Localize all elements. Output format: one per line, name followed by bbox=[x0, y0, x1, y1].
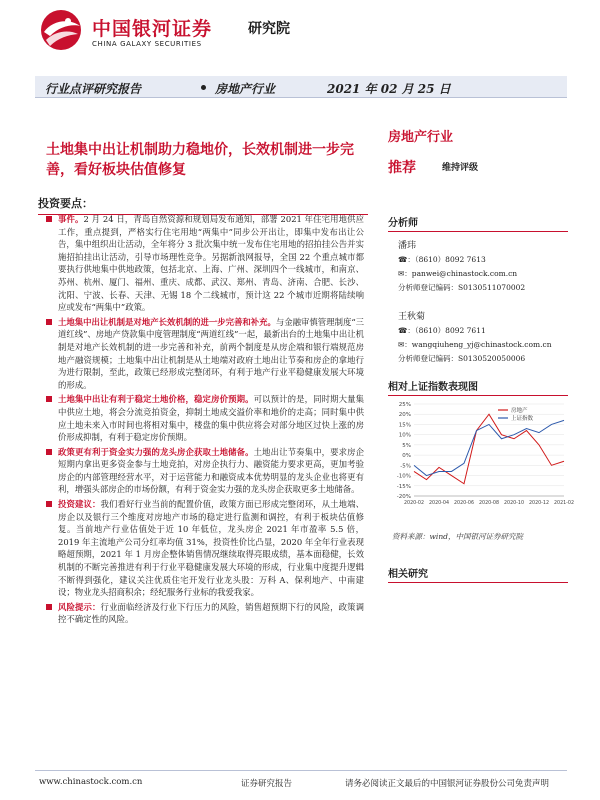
x-tick-label: 2020-12 bbox=[528, 501, 550, 506]
series-line-1 bbox=[414, 420, 564, 475]
point-lead: 土地集中出让机制是对地产长效机制的进一步完善和补充。 bbox=[58, 316, 276, 327]
page-footer bbox=[35, 770, 567, 790]
point-lead: 政策更有利于资金实力强的龙头房企获取土地储备。 bbox=[58, 446, 254, 457]
investment-points-header: 投资要点： bbox=[38, 195, 368, 215]
analyst-phone: ☎：（8610）8092 7613 bbox=[398, 255, 486, 264]
analyst-card bbox=[388, 238, 568, 293]
x-tick-label: 2021-02 bbox=[553, 501, 575, 506]
x-tick-label: 2020-02 bbox=[403, 501, 425, 506]
rating-note: 维持评级 bbox=[442, 163, 479, 173]
y-tick-label: 15% bbox=[398, 422, 411, 429]
chart-section bbox=[388, 378, 568, 396]
analyst-phone: ☎：（8610）8092 7611 bbox=[398, 326, 486, 335]
y-tick-label: 25% bbox=[398, 402, 411, 408]
rating-value: 推荐 bbox=[388, 160, 416, 176]
point-body: 与金融审慎管理制度“三道红线”、房地产贷款集中度管理制度“两道红线”一起，最新出台的土地集中出让机制是对地产长效机制的进一步完善和补充，前两个制度是从房企端和银行端规范房地产融资规模；土地集中出让机制是从土地端对政府土地出让节奏和房企的拿地行为进行限制，至此，政策已经形成完整闭环，有利于地产行业平稳健康发展大环境的形成。 bbox=[58, 316, 364, 390]
investment-points bbox=[58, 213, 364, 628]
analyst-email: ✉：wangqiuheng_yj@chinastock.com.cn bbox=[398, 340, 552, 349]
point-investment-advice bbox=[58, 498, 364, 599]
y-tick-label: 5% bbox=[402, 442, 411, 449]
analyst-card bbox=[388, 309, 568, 364]
performance-chart bbox=[388, 396, 575, 516]
point-lead: 土地集中出让有利于稳定土地价格，稳定房价预期。 bbox=[58, 394, 254, 405]
brand-logo bbox=[38, 8, 338, 52]
analyst-cert: 分析师登记编码：S0130511070002 bbox=[398, 283, 526, 292]
y-tick-label: -5% bbox=[400, 463, 411, 470]
analyst-name: 王秋菊 bbox=[398, 312, 426, 322]
rating-row bbox=[388, 157, 568, 175]
chart-source: 资料来源：wind，中国银河证券研究院 bbox=[392, 532, 523, 541]
point-body: 可以预计的是，同时期大量集中供应土地，将会分流竞拍资金，抑制土地成交溢价率和地价的走高；同时集中供应土地未来入市时间也将相对集中，楼盘的集中供应将会对部分地区过快上涨的房价形成抑制，有利于稳定房价预期。 bbox=[58, 394, 365, 443]
analyst-cert: 分析师登记编码：S0130520050006 bbox=[398, 354, 526, 363]
related-research-section bbox=[388, 565, 568, 583]
y-tick-label: -20% bbox=[396, 494, 411, 500]
x-tick-label: 2020-10 bbox=[503, 501, 525, 506]
rating-panel bbox=[388, 126, 568, 175]
banner-industry: 房地产行业 bbox=[215, 82, 276, 96]
point-body: 我们看好行业当前的配置价值，政策方面已形成完整闭环，从土地端、房企以及银行三个维度对房地产市场的稳定进行监测和调控，有利于板块估值修复。当前地产行业估值处于近 10 年低位，龙头房企 2021 年市盈率 5.5 倍，2019 年主流地产公司分红率均值 31%，投资性价比凸显，2020 年全年行业表现略超预期，2021 年 1 月房企整体销售情况继续取得亮眼成绩，基本面稳健，长效机制的不断完善推进有利于行业平稳健康发展大环境的形成，行业集中度提升逻辑不断得到强化，建议关注优质住宅开发行业龙头股：万科 A、保利地产、中南建设；物业龙头招商积余；经纪服务行业标的我爱我家。 bbox=[58, 499, 365, 598]
y-tick-label: -15% bbox=[396, 483, 411, 490]
report-date: 2021 年 02 月 25 日 bbox=[327, 82, 451, 96]
report-type: 行业点评研究报告 bbox=[45, 82, 142, 96]
point-land-price bbox=[58, 393, 364, 443]
legend-label: 房地产 bbox=[511, 408, 528, 414]
analyst-name: 潘玮 bbox=[398, 241, 417, 251]
sector-label: 房地产行业 bbox=[388, 130, 454, 145]
point-mechanism bbox=[58, 316, 364, 392]
report-title: 土地集中出让机制助力稳地价，长效机制进一步完善，看好板块估值修复 bbox=[46, 142, 354, 178]
point-event bbox=[58, 213, 364, 314]
galaxy-logo-icon bbox=[38, 8, 84, 52]
banner-bullet-icon bbox=[201, 85, 206, 90]
point-body: 行业面临经济及行业下行压力的风险，销售超预期下行的风险，政策调控不确定性的风险。 bbox=[58, 601, 365, 625]
y-tick-label: 10% bbox=[398, 432, 411, 439]
point-lead: 事件。 bbox=[58, 214, 84, 224]
footer-disclaimer: 请务必阅读正文最后的中国银河证券股份公司免责声明 bbox=[345, 779, 550, 789]
point-body: 2 月 24 日，青岛自然资源和规划局发布通知，部署 2021 年住宅用地供应工作，重点提到，严格实行住宅用地“两集中”同步公开出让，即集中发布出让公告，集中组织出让活动，全年将分 3 批次集中统一发布住宅用地的招拍挂公告并实施招拍挂出让活动，引导市场理性竞争。另据新浪网报导，全国 22 个重点城市都要执行供地集中供地政策，包括北京、上海、广州、深圳四个一线城市，和南京、苏州、杭州、厦门、福州、重庆、成都、武汉、郑州、青岛、济南、合肥、长沙、沈阳、宁波、长春、天津、无锡 18 个二线城市，预计这 22 个城市近期将陆续响应或发布“两集中”政策。 bbox=[58, 214, 365, 313]
x-tick-label: 2020-04 bbox=[428, 501, 450, 506]
y-tick-label: 0% bbox=[402, 453, 411, 460]
analyst-section bbox=[388, 214, 568, 364]
point-lead: 风险提示： bbox=[58, 601, 101, 612]
analyst-email: ✉：panwei@chinastock.com.cn bbox=[398, 269, 518, 278]
analyst-header: 分析师 bbox=[388, 214, 568, 232]
footer-website: www.chinastock.com.cn bbox=[39, 777, 143, 787]
logo-company-name: 中国银河证券 bbox=[92, 18, 213, 40]
point-body: 土地出让节奏集中，要求房企短期内拿出更多资金参与土地竞拍，对房企执行力、融资能力要求更高，更加考验房企的内部管理经营水平，对于运营能力和融资成本优势明显的龙头企业也将更有利，增强头部房企的市场份额，有利于资金实力强的龙头房企获取更多土地储备。 bbox=[58, 446, 365, 495]
y-tick-label: -10% bbox=[396, 473, 411, 480]
report-banner bbox=[35, 76, 567, 98]
x-tick-label: 2020-08 bbox=[478, 501, 500, 506]
related-research-header: 相关研究 bbox=[388, 565, 568, 583]
footer-center: 证券研究报告 bbox=[241, 779, 293, 789]
point-leading-developers bbox=[58, 446, 364, 496]
legend-label: 上证指数 bbox=[511, 416, 534, 422]
y-tick-label: 20% bbox=[398, 412, 411, 419]
chart-title: 相对上证指数表现图 bbox=[388, 378, 568, 396]
logo-institute: 研究院 bbox=[248, 21, 290, 37]
logo-english-name: CHINA GALAXY SECURITIES bbox=[92, 40, 202, 48]
x-tick-label: 2020-06 bbox=[453, 501, 475, 506]
point-risk bbox=[58, 601, 364, 626]
point-lead: 投资建议： bbox=[58, 499, 101, 510]
